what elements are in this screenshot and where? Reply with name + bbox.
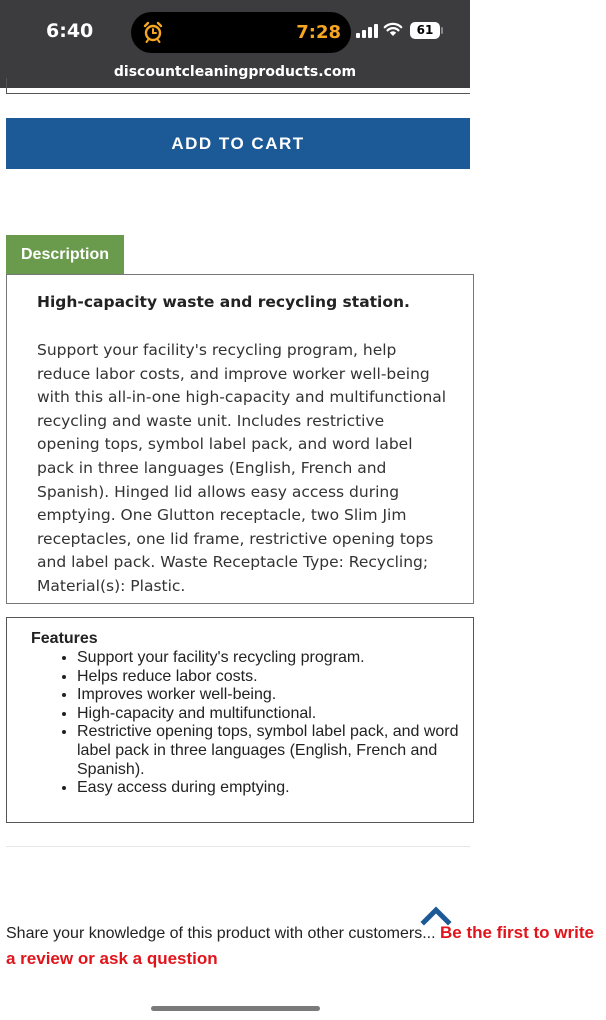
feature-item: • Restrictive opening tops, symbol label pack, and word label pack in three languages (English, French and Spanish). (77, 723, 469, 779)
previous-section-border (6, 78, 470, 94)
description-body: Support your facility's recycling program, help reduce labor costs, and improve worker well-being with this all-in-one high-capacity and multifunctional recycling and waste unit. Includes restrictive opening tops, symbol label pack, and word label pack in three languages (English, French and Spanish). Hinged lid allows easy access during emptying. One Glutton receptacle, two Slim Jim receptacles, one lid frame, restrictive opening tops and label pack. Waste Receptacle Type: Recycling; Material(s): Plastic. (37, 341, 447, 595)
features-title: Features (31, 630, 98, 647)
description-panel (6, 274, 474, 604)
share-knowledge-text: Share your knowledge of this product with other customers... (6, 925, 440, 942)
home-indicator[interactable] (151, 1006, 320, 1011)
battery-icon: 61 (410, 22, 440, 39)
features-panel (6, 617, 474, 823)
status-time: 6:40 (46, 20, 94, 42)
section-divider (6, 846, 470, 847)
dynamic-island[interactable] (131, 12, 351, 53)
feature-item: • Helps reduce labor costs. (77, 668, 469, 687)
scroll-to-top-icon[interactable] (420, 904, 452, 926)
reviews-prompt (6, 920, 606, 972)
tab-description[interactable]: Description (6, 235, 124, 274)
feature-item: • Support your facility's recycling program. (77, 649, 469, 668)
feature-item: • High-capacity and multifunctional. (77, 705, 469, 724)
battery-cap (441, 27, 443, 34)
url-text[interactable]: discountcleaningproducts.com (113, 64, 357, 80)
features-list (77, 649, 469, 798)
island-time: 7:28 (296, 22, 341, 43)
cellular-signal-icon (356, 24, 378, 38)
feature-item: • Improves worker well-being. (77, 686, 469, 705)
wifi-icon (383, 21, 403, 37)
write-review-link[interactable]: Be the first to write a review or ask a question (6, 923, 594, 968)
add-to-cart-button[interactable]: ADD TO CART (6, 118, 470, 169)
description-heading: High-capacity waste and recycling station. (37, 293, 410, 311)
status-bar (0, 0, 470, 58)
alarm-icon (142, 21, 164, 43)
feature-item: • Easy access during emptying. (77, 779, 469, 798)
